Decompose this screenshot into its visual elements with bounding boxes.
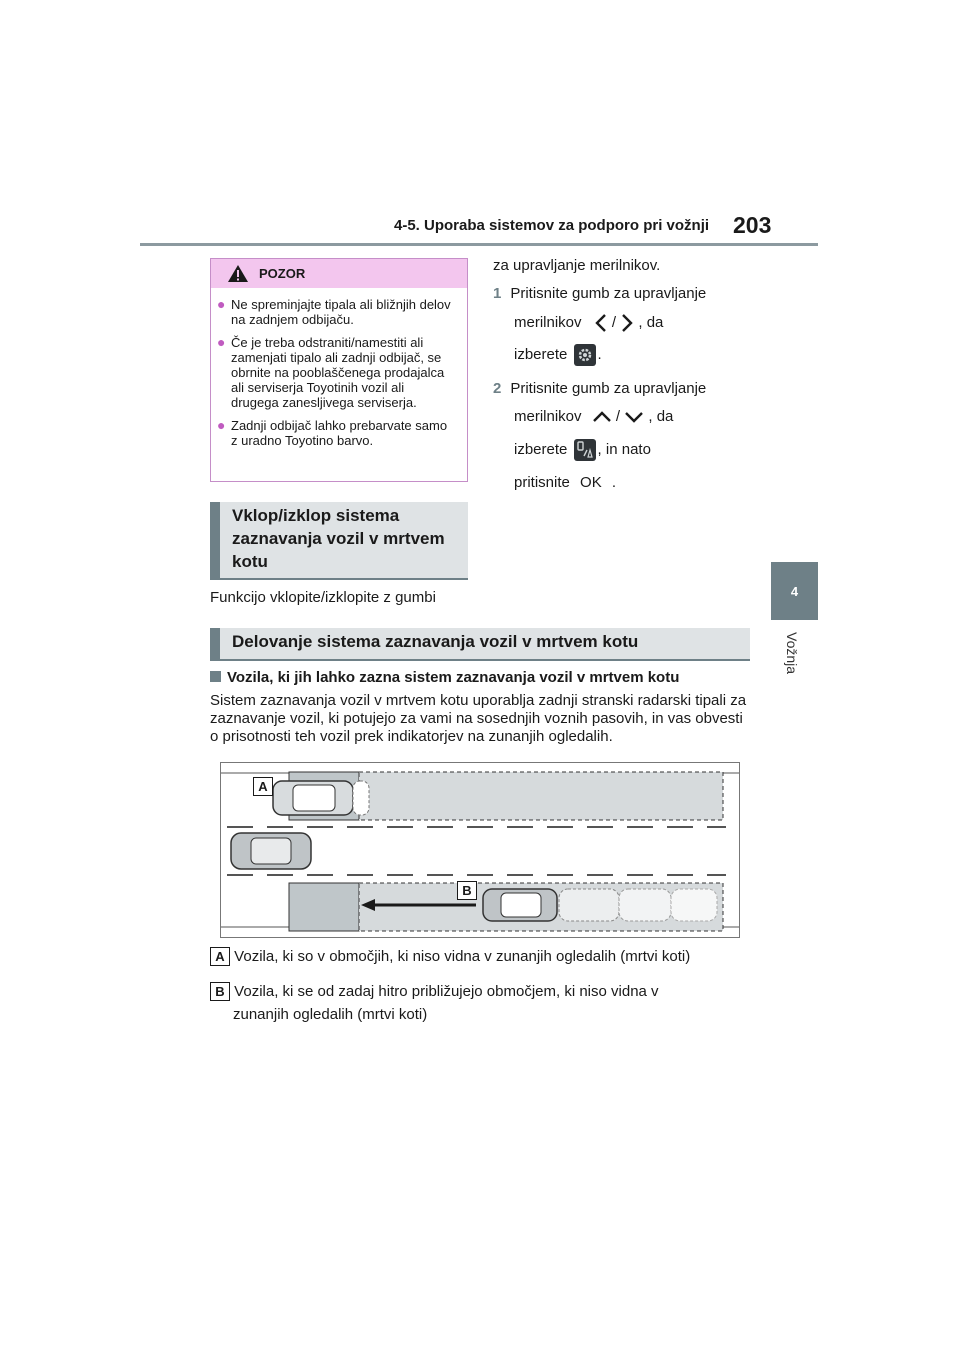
header-rule (140, 243, 818, 246)
warning-title: POZOR (259, 266, 306, 281)
step-1-line2: merilnikov / , da (514, 313, 663, 333)
chapter-tab (771, 562, 818, 620)
step-1: 1 Pritisnite gumb za upravljanje (493, 285, 707, 302)
section-heading-toggle: Vklop/izklop sistema zaznavanja vozil v mrtvem kotu (210, 502, 468, 580)
bullet-icon: ● (217, 296, 226, 312)
warning-item: ● Zadnji odbijač lahko prebarvate samo z uradno Toyotino barvo. (217, 417, 448, 448)
own-car (231, 833, 311, 869)
blind-spot-diagram (220, 762, 740, 938)
step-2-line4: pritisnite OK . (514, 474, 617, 491)
diagram-label-a: A (253, 777, 273, 796)
subheading: Vozila, ki jih lahko zazna sistem zaznavanja vozil v mrtvem kotu (210, 669, 679, 686)
ok-key: OK (580, 474, 602, 491)
step-2-line2: merilnikov / , da (514, 408, 674, 425)
road-illustration (221, 763, 739, 937)
chevron-up-icon (592, 410, 612, 424)
step-2-line3: izberete , in nato (514, 439, 651, 461)
legend-key: B (210, 982, 230, 1001)
chevron-down-icon (624, 410, 644, 424)
car-a (273, 781, 369, 815)
warning-triangle-icon (227, 264, 249, 283)
driver-assist-icon (574, 439, 596, 461)
car-b (483, 889, 717, 921)
section-paragraph: Sistem zaznavanja vozil v mrtvem kotu uporablja zadnji stranski radarski tipali za zaznavanje vozil, ki potujejo za vami na sosednjih voznih pasovih, in vas obvesti o prisotnosti teh vozil prek indikatorjev na zunanjih ogledalih. (210, 692, 747, 745)
section-intro: Funkcijo vklopite/izklopite z gumbi (210, 589, 436, 606)
chapter-number: 4 (790, 583, 799, 599)
legend-item-b: B Vozila, ki se od zadaj hitro približujejo območjem, ki niso vidna v (210, 981, 659, 1003)
warning-item: ● Če je treba odstraniti/namestiti ali zamenjati tipalo ali zadnji odbijač, se obrnite na pooblaščenega prodajalca ali serviserja Toyotinih vozil ali drugega zanesljivega serviserja. (217, 334, 445, 410)
warning-header (211, 259, 467, 288)
chapter-label: Vožnja (784, 632, 800, 675)
header-section-title: 4-5. Uporaba sistemov za podporo pri vožnji (394, 217, 710, 234)
bullet-icon: ● (217, 334, 226, 350)
legend-item-b-cont: zunanjih ogledalih (mrtvi koti) (233, 1006, 428, 1023)
warning-box (210, 258, 468, 482)
square-bullet-icon (210, 671, 221, 682)
settings-gear-icon (574, 344, 596, 366)
page-number: 203 (733, 212, 772, 238)
legend-key: A (210, 947, 230, 966)
bullet-icon: ● (217, 417, 226, 433)
diagram-label-b: B (457, 881, 477, 900)
chevron-right-icon (620, 313, 634, 333)
chevron-left-icon (594, 313, 608, 333)
warning-item: ● Ne spreminjajte tipala ali bližnjih delov na zadnjem odbijaču. (217, 296, 451, 327)
section-heading-operation: Delovanje sistema zaznavanja vozil v mrtvem kotu (210, 628, 750, 661)
step-1-line3: izberete . (514, 344, 602, 366)
step-number: 1 (493, 285, 502, 302)
step-2: 2 Pritisnite gumb za upravljanje (493, 380, 707, 397)
section-intro-cont: za upravljanje merilnikov. (493, 257, 661, 274)
step-number: 2 (493, 380, 502, 397)
warning-list (211, 288, 467, 448)
legend-item-a: A Vozila, ki so v območjih, ki niso vidna v zunanjih ogledalih (mrtvi koti) (210, 946, 690, 968)
